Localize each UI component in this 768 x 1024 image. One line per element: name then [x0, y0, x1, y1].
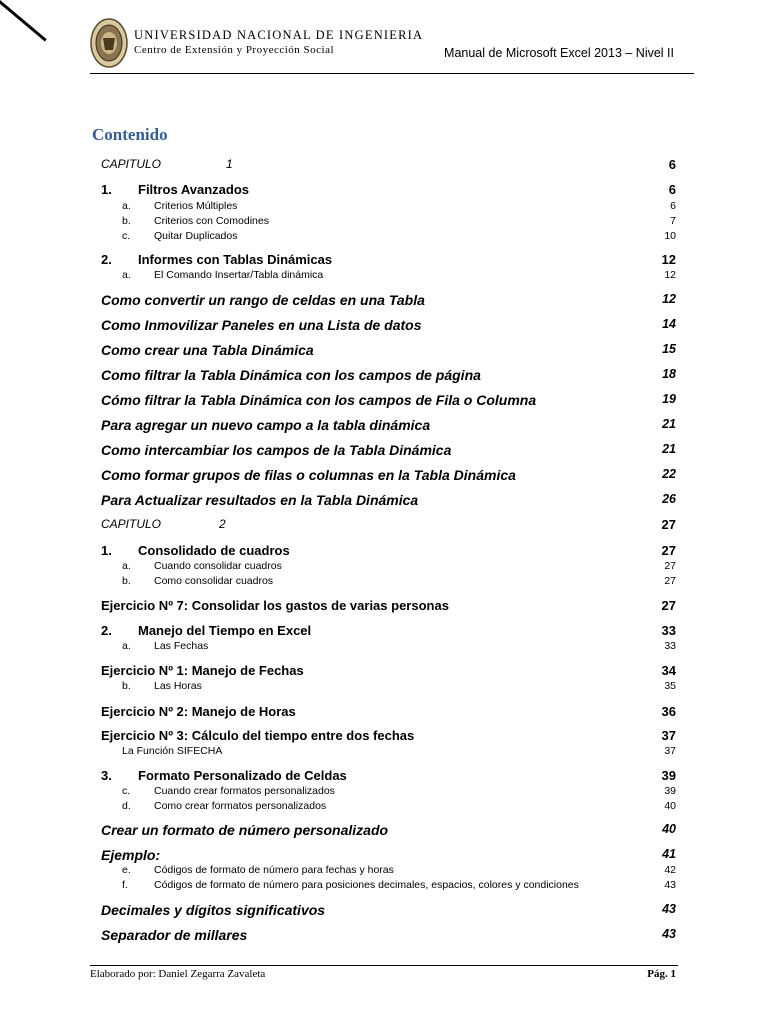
toc-entry-page: 33 — [661, 623, 676, 638]
toc-entry-page: 39 — [664, 785, 676, 797]
toc-entry-page: 40 — [664, 800, 676, 812]
toc-entry-title: Como convertir un rango de celdas en una Tabla — [101, 292, 425, 308]
toc-entry-page: 34 — [661, 663, 676, 678]
toc-entry-title: Ejemplo: — [101, 847, 161, 863]
toc-entry-title: Formato Personalizado de Celdas — [138, 768, 347, 783]
toc-entry-title: Como formar grupos de filas o columnas en la Tabla Dinámica — [101, 467, 516, 483]
toc-entry-page: 36 — [661, 704, 676, 719]
toc-entry-page: 37 — [664, 745, 676, 757]
toc-entry-title: 2 — [219, 517, 226, 531]
toc-entry-title: La Función SIFECHA — [122, 745, 223, 757]
footer-page-number: Pág. 1 — [647, 968, 676, 980]
toc-entry-page: 6 — [670, 200, 676, 212]
toc-entry-page: 7 — [670, 215, 676, 227]
toc-entry-number: e. — [122, 864, 131, 876]
toc-entry-page: 10 — [664, 230, 676, 242]
toc-entry-title: Ejercicio Nº 1: Manejo de Fechas — [101, 663, 304, 678]
toc-entry-title: Para agregar un nuevo campo a la tabla dinámica — [101, 417, 431, 433]
manual-title: Manual de Microsoft Excel 2013 – Nivel II — [444, 46, 674, 60]
toc-entry-title: Criterios Múltiples — [154, 200, 238, 212]
toc-entry-title: Como crear una Tabla Dinámica — [101, 342, 314, 358]
toc-entry-page: 12 — [662, 292, 676, 306]
toc-entry-page: 40 — [662, 822, 676, 836]
toc-entry-page: 42 — [664, 864, 676, 876]
toc-entry-number: 2. — [101, 623, 112, 638]
toc-entry-number: 3. — [101, 768, 112, 783]
toc-entry-title: Quitar Duplicados — [154, 230, 238, 242]
toc-entry-title: Filtros Avanzados — [138, 182, 250, 197]
toc-entry-title: Como Inmovilizar Paneles en una Lista de datos — [101, 317, 422, 333]
toc-entry-number: b. — [122, 575, 131, 587]
toc-entry-page: 22 — [662, 467, 676, 481]
toc-entry-title: Criterios con Comodines — [154, 215, 269, 227]
toc-entry-title: Cuando crear formatos personalizados — [154, 785, 335, 797]
toc-entry-page: 43 — [664, 879, 676, 891]
toc-entry-page: 12 — [661, 252, 676, 267]
toc-entry-number: 2. — [101, 252, 112, 267]
toc-entry-page: 19 — [662, 392, 676, 406]
toc-entry-number: f. — [122, 879, 128, 891]
toc-entry-page: 27 — [661, 543, 676, 558]
toc-entry-page: 6 — [668, 182, 676, 197]
toc-entry-page: 33 — [664, 640, 676, 652]
toc-entry-number: d. — [122, 800, 131, 812]
toc-entry-page: 21 — [662, 442, 676, 456]
toc-entry-page: 14 — [662, 317, 676, 331]
toc-entry-title: Informes con Tablas Dinámicas — [138, 252, 333, 267]
toc-entry-title: Como filtrar la Tabla Dinámica con los campos de página — [101, 367, 481, 383]
toc-entry-title: Códigos de formato de número para fechas y horas — [154, 864, 394, 876]
toc-entry-title: Como consolidar cuadros — [154, 575, 274, 587]
toc-entry-page: 27 — [664, 560, 676, 572]
toc-entry-title: Las Fechas — [154, 640, 209, 652]
toc-entry-title: Como crear formatos personalizados — [154, 800, 327, 812]
toc-entry-title: Códigos de formato de número para posiciones decimales, espacios, colores y condiciones — [154, 879, 579, 891]
toc-entry-page: 27 — [664, 575, 676, 587]
toc-entry-title: Manejo del Tiempo en Excel — [138, 623, 312, 638]
toc-entry-number: a. — [122, 200, 131, 212]
toc-entry-title: Como intercambiar los campos de la Tabla Dinámica — [101, 442, 452, 458]
toc-entry-number: a. — [122, 640, 131, 652]
toc-entry-title: Separador de millares — [101, 927, 248, 943]
toc-entry-title: Cómo filtrar la Tabla Dinámica con los campos de Fila o Columna — [101, 392, 537, 408]
toc-entry-page: 18 — [662, 367, 676, 381]
toc-entry-title: Las Horas — [154, 680, 202, 692]
toc-entry-title: Decimales y dígitos significativos — [101, 902, 326, 918]
toc-entry-title: El Comando Insertar/Tabla dinámica — [154, 269, 324, 281]
toc-entry-title: Ejercicio Nº 7: Consolidar los gastos de varias personas — [101, 598, 449, 613]
toc-entry-page: 35 — [664, 680, 676, 692]
toc-entry-title: 1 — [226, 157, 233, 171]
toc-entry-title: Consolidado de cuadros — [138, 543, 290, 558]
toc-entry-number: a. — [122, 560, 131, 572]
toc-entry-number: a. — [122, 269, 131, 281]
toc-entry-page: 21 — [662, 417, 676, 431]
toc-entry-number: 1. — [101, 182, 112, 197]
toc-entry-title: Para Actualizar resultados en la Tabla Dinámica — [101, 492, 419, 508]
university-name: UNIVERSIDAD NACIONAL DE INGENIERIA — [134, 28, 424, 42]
toc-entry-page: 43 — [662, 927, 676, 941]
toc-entry-number: c. — [122, 230, 131, 242]
toc-entry-page: 6 — [668, 157, 676, 172]
toc-entry-page: 26 — [662, 492, 676, 506]
toc-entry-number: b. — [122, 680, 131, 692]
toc-entry-number: CAPITULO — [101, 157, 162, 171]
toc-entry-page: 27 — [661, 517, 676, 532]
toc-entry-title: Ejercicio Nº 2: Manejo de Horas — [101, 704, 296, 719]
center-name: Centro de Extensión y Proyección Social — [134, 44, 335, 56]
toc-entry-page: 43 — [662, 902, 676, 916]
toc-entry-number: 1. — [101, 543, 112, 558]
toc-entry-title: Ejercicio Nº 3: Cálculo del tiempo entre dos fechas — [101, 728, 415, 743]
footer-divider — [90, 965, 678, 966]
toc-entry-page: 15 — [662, 342, 676, 356]
toc-heading: Contenido — [92, 125, 168, 144]
toc-entry-page: 41 — [662, 847, 676, 861]
toc-entry-page: 27 — [661, 598, 676, 613]
toc-entry-number: b. — [122, 215, 131, 227]
toc-entry-number: CAPITULO — [101, 517, 162, 531]
toc-entry-page: 12 — [664, 269, 676, 281]
toc-entry-title: Crear un formato de número personalizado — [101, 822, 389, 838]
toc-entry-page: 39 — [661, 768, 676, 783]
footer-author: Elaborado por: Daniel Zegarra Zavaleta — [90, 968, 266, 980]
toc-entry-number: c. — [122, 785, 131, 797]
toc-entry-page: 37 — [661, 728, 676, 743]
toc-entry-title: Cuando consolidar cuadros — [154, 560, 282, 572]
